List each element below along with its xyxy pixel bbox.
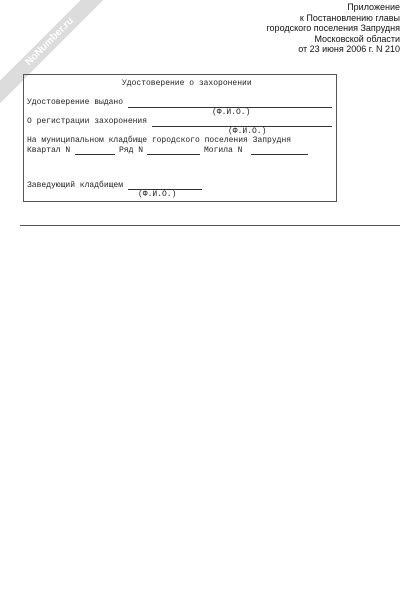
watermark-ribbon: NoNumber.ru [0, 0, 112, 104]
quarter-field-line [75, 154, 115, 155]
header-line: Приложение [347, 2, 400, 12]
issued-label: Удостоверение выдано [27, 98, 124, 107]
row-field-line [147, 154, 200, 155]
grave-label: Могила N [204, 146, 243, 155]
page-divider [20, 225, 400, 226]
fio-caption: (Ф.И.О.) [228, 127, 267, 136]
row-label: Ряд N [119, 146, 144, 155]
form-title: Удостоверение о захоронении [122, 79, 252, 88]
header-line: Московской области [314, 33, 400, 44]
burial-certificate-form [23, 74, 337, 202]
header-line: к Постановлению главы [299, 12, 400, 23]
document-header [266, 2, 400, 55]
cemetery-text: На муниципальном кладбище городского поселения Запрудня [27, 136, 292, 145]
header-line: от 23 июня 2006 г. N 210 [298, 44, 400, 54]
registration-label: О регистрации захоронения [27, 117, 148, 126]
manager-label: Заведующий кладбищем [27, 181, 124, 190]
grave-field-line [251, 154, 308, 155]
quarter-label: Квартал N [27, 146, 71, 155]
header-line: городского поселения Запрудня [266, 23, 400, 33]
fio-caption: (Ф.И.О.) [212, 108, 251, 117]
fio-caption: (Ф.И.О.) [138, 190, 177, 199]
